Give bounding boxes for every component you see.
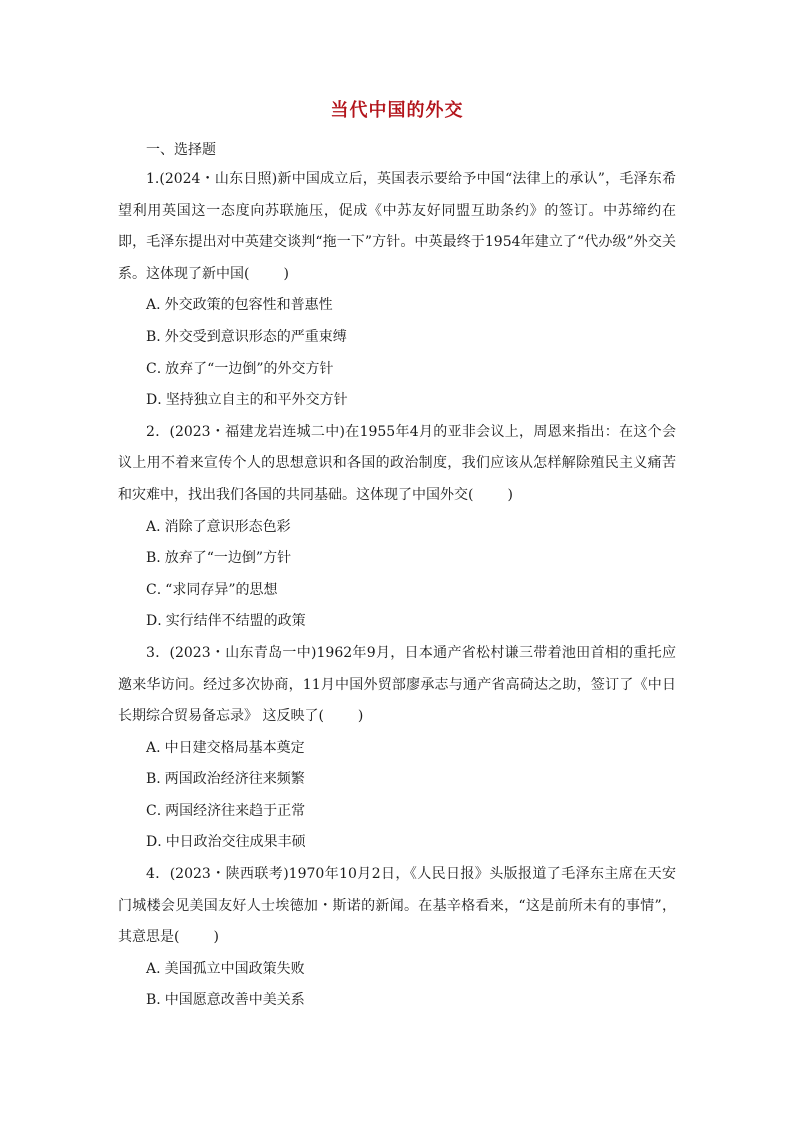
option-c: C. “求同存异”的思想	[118, 575, 676, 607]
question-1	[118, 164, 676, 417]
question-3	[118, 638, 676, 859]
option-letter: B	[146, 550, 157, 567]
option-letter: C	[146, 802, 157, 819]
question-text: 1970年10月2日，《人民日报》头版报道了毛泽东主席在天安门城楼会见美国友好人士埃德加・斯诺的新闻。在基辛格看来，“这是前所未有的事情”，其意思是(	[118, 866, 676, 946]
option-letter: C	[146, 581, 157, 598]
option-d: D. 坚持独立自主的和平外交方针	[118, 385, 676, 417]
question-number: 1.	[146, 171, 160, 187]
document-body	[118, 136, 676, 1017]
option-a: A. 消除了意识形态色彩	[118, 512, 676, 544]
option-letter: A	[146, 297, 157, 314]
option-text: 外交受到意识形态的严重束缚	[164, 328, 347, 345]
option-text: 两国经济往来趋于正常	[165, 802, 306, 819]
option-b: B. 中国愿意改善中美关系	[118, 985, 676, 1017]
option-text: 美国孤立中国政策失败	[164, 960, 305, 977]
option-text: 中日建交格局基本奠定	[164, 739, 305, 756]
option-text: 两国政治经济往来频繁	[164, 771, 305, 788]
question-source: (2024・山东日照)	[159, 171, 278, 187]
option-text: “求同存异”的思想	[165, 581, 278, 598]
option-list	[118, 290, 676, 416]
question-source: (2023・山东青岛一中)	[169, 644, 317, 661]
option-text: 外交政策的包容性和普惠性	[164, 297, 333, 314]
option-letter: D	[146, 392, 158, 409]
option-list	[118, 512, 676, 638]
question-close-paren: )	[283, 265, 289, 282]
page-title: 当代中国的外交	[330, 100, 464, 121]
option-d: D. 实行结伴不结盟的政策	[118, 606, 676, 638]
option-list	[118, 954, 676, 1017]
question-number: 3．	[146, 644, 170, 661]
option-b: B. 外交受到意识形态的严重束缚	[118, 322, 676, 354]
section-heading: 一、选择题	[146, 142, 216, 158]
question-text: 在1955年4月的亚非会议上，周恩来指出：在这个会议上用不着来宣传个人的思想意识和各国的政治制度，我们应该从怎样解除殖民主义痛苦和灾难中，找出我们各国的共同基础。这体现了中国外交(	[118, 423, 676, 503]
question-stem	[118, 859, 676, 954]
option-letter: B	[146, 771, 157, 788]
question-text: 新中国成立后，英国表示要给予中国“法律上的承认”，毛泽东希望利用英国这一态度向苏联施压，促成《中苏友好同盟互助条约》的签订。中苏缔约在即，毛泽东提出对中英建交谈判“拖一下”方针。中英最终于1954年建立了“代办级”外交关系。这体现了新中国(	[118, 171, 676, 282]
question-stem	[118, 164, 676, 290]
question-number: 4．	[146, 866, 170, 883]
option-text: 消除了意识形态色彩	[164, 518, 291, 535]
option-text: 坚持独立自主的和平外交方针	[165, 392, 348, 409]
question-4	[118, 859, 676, 1017]
question-stem	[118, 638, 676, 733]
question-source: (2023・陕西联考)	[169, 866, 289, 883]
option-d: D. 中日政治交往成果丰硕	[118, 827, 676, 859]
option-letter: A	[146, 739, 157, 756]
option-text: 放弃了“一边倒”的外交方针	[165, 360, 334, 377]
option-letter: C	[146, 360, 157, 377]
option-letter: D	[146, 834, 158, 851]
option-a: A. 美国孤立中国政策失败	[118, 954, 676, 986]
question-close-paren: )	[357, 708, 364, 725]
option-a: A. 中日建交格局基本奠定	[118, 733, 676, 765]
option-text: 实行结伴不结盟的政策	[165, 613, 306, 630]
option-text: 放弃了“一边倒”方针	[164, 550, 292, 567]
option-text: 中日政治交往成果丰硕	[165, 834, 306, 851]
option-b: B. 两国政治经济往来频繁	[118, 764, 676, 796]
question-stem	[118, 417, 676, 512]
option-letter: B	[146, 328, 157, 345]
question-close-paren: )	[507, 486, 513, 503]
option-letter: B	[146, 992, 157, 1009]
option-a: A. 外交政策的包容性和普惠性	[118, 290, 676, 322]
option-b: B. 放弃了“一边倒”方针	[118, 543, 676, 575]
option-letter: A	[146, 518, 157, 535]
option-text: 中国愿意改善中美关系	[164, 992, 305, 1009]
option-letter: D	[146, 613, 158, 630]
option-letter: A	[146, 960, 157, 977]
option-c: C. 两国经济往来趋于正常	[118, 796, 676, 828]
question-2	[118, 417, 676, 638]
question-number: 2．	[146, 423, 170, 440]
question-close-paren: )	[213, 929, 219, 946]
option-c: C. 放弃了“一边倒”的外交方针	[118, 354, 676, 386]
option-list	[118, 733, 676, 859]
question-source: (2023・福建龙岩连城二中)	[169, 423, 345, 440]
question-text: 1962年9月，日本通产省松村谦三带着池田首相的重托应邀来华访问。经过多次协商，11月中国外贸部廖承志与通产省高碕达之助，签订了《中日长期综合贸易备忘录》 这反映了(	[118, 644, 676, 725]
